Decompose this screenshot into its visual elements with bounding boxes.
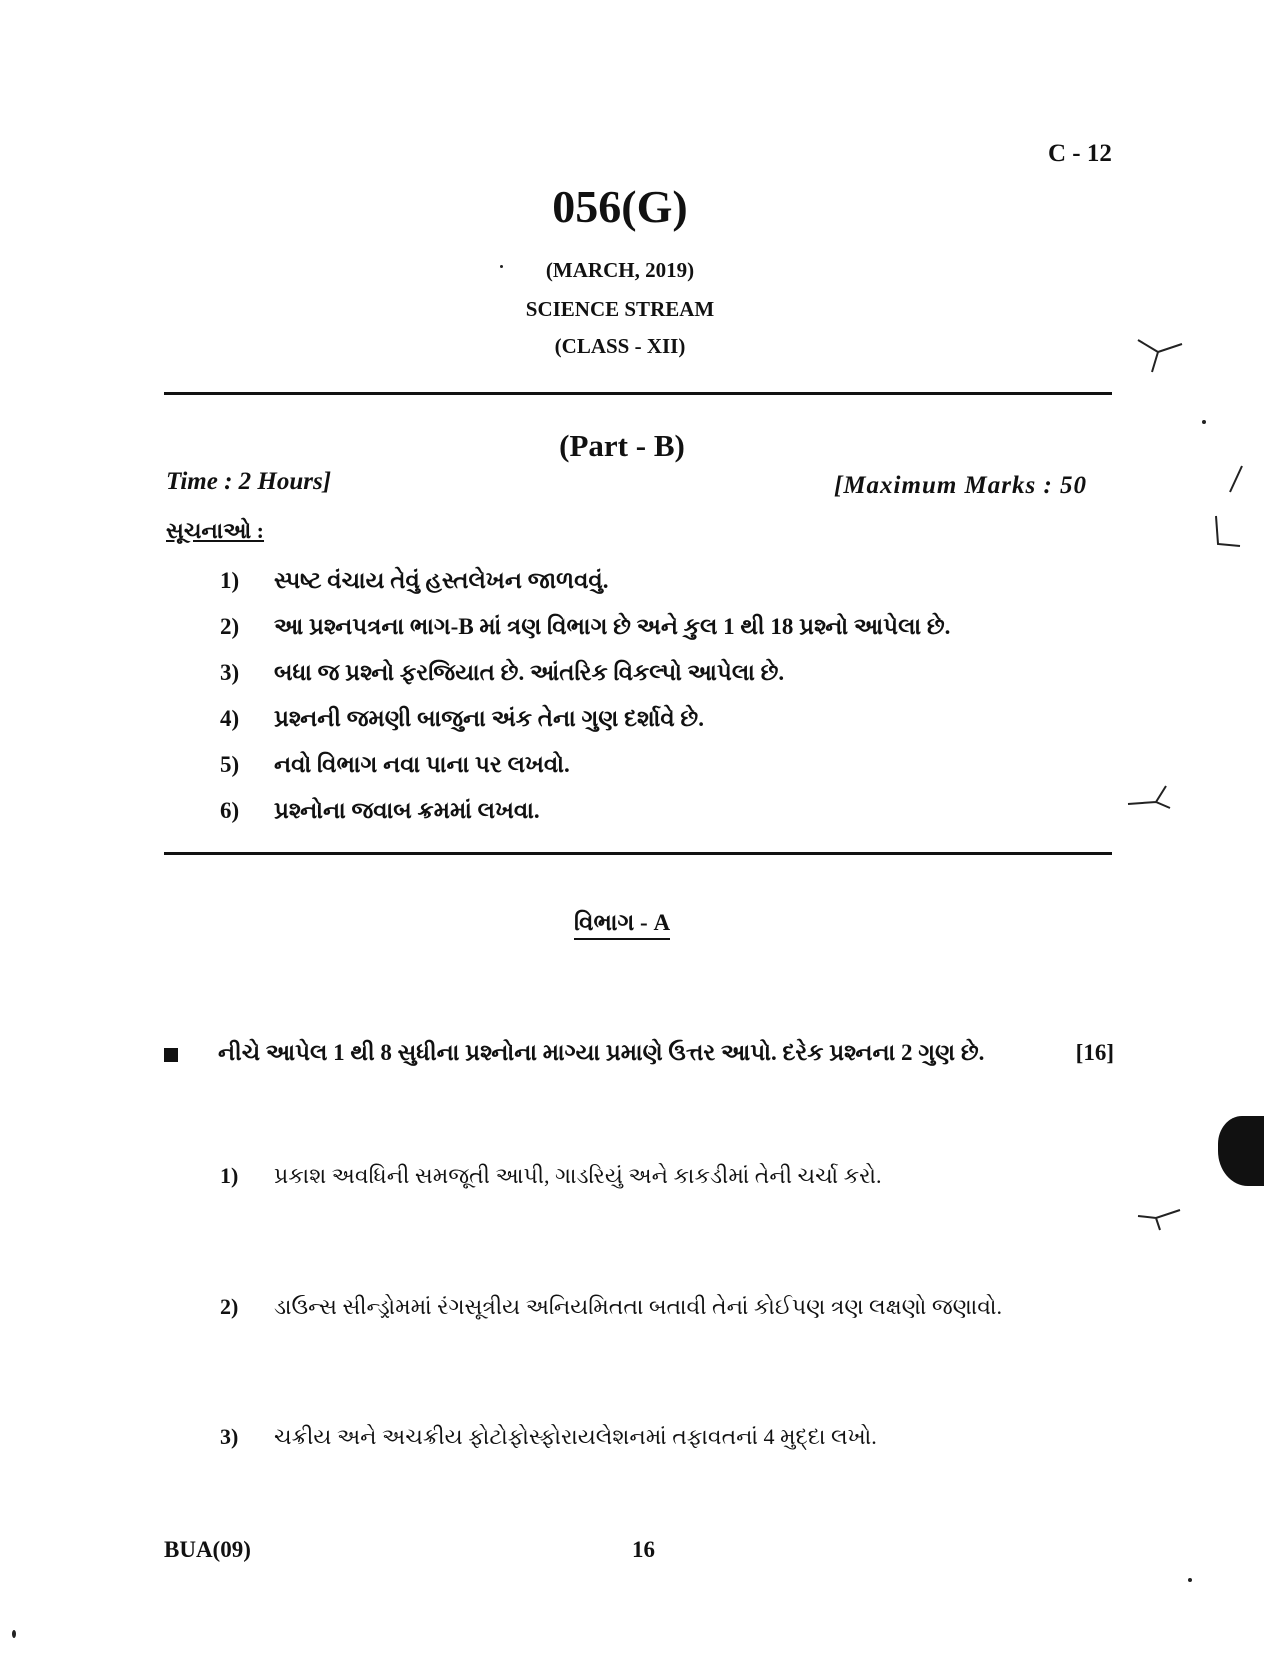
footer-code: BUA(09) [164,1537,251,1562]
class-label: (CLASS - XII) [554,334,686,358]
bullet-marker [164,1048,178,1062]
instructions-title: સૂચનાઓ : [166,518,265,543]
instruction-item: 2) આ પ્રશ્નપત્રના ભાગ-B માં ત્રણ વિભાગ છે અને કુલ 1 થી 18 પ્રશ્નો આપેલા છે. [220,614,951,639]
divider-top [164,392,1112,395]
question-item: 3) ચક્રીય અને અચક્રીય ફોટોફોસ્ફોરાયલેશનમાં તફાવતનાં 4 મુદ્દા લખો. [220,1424,877,1449]
section-marks: [16] [1075,1040,1114,1065]
max-marks-label: [Maximum Marks : 50 [834,472,1088,499]
scan-mark-icon [1212,462,1252,552]
subject-code: 056(G) [552,181,688,232]
scan-speck-icon [500,265,503,268]
instruction-item: 5) નવો વિભાગ નવા પાના પર લખવો. [220,752,570,777]
instruction-item: 1) સ્પષ્ટ વંચાય તેવું હસ્તલેખન જાળવવું. [220,568,609,593]
scan-mark-icon [1136,336,1186,376]
paper-code: C - 12 [1048,140,1112,167]
time-label: Time : 2 Hours] [166,468,332,495]
scan-mark-icon [1126,784,1176,814]
question-item: 2) ડાઉન્સ સીન્ડ્રોમમાં રંગસૂત્રીય અનિયમિતતા બતાવી તેનાં કોઈપણ ત્રણ લક્ષણો જણાવો. [220,1294,1002,1319]
exam-date: (MARCH, 2019) [545,258,695,282]
instruction-item: 3) બધા જ પ્રશ્નો ફરજિયાત છે. આંતરિક વિકલ્પો આપેલા છે. [220,660,785,685]
instruction-item: 4) પ્રશ્નની જમણી બાજુના અંક તેના ગુણ દર્શાવે છે. [220,706,704,731]
section-instruction-row: નીચે આપેલ 1 થી 8 સુધીના પ્રશ્નોના માગ્યા પ્રમાણે ઉત્તર આપો. દરેક પ્રશ્નના 2 ગુણ છે. [16] [164,1040,1114,1066]
stream-label: SCIENCE STREAM [525,297,715,321]
page-number: 16 [632,1537,655,1562]
part-label: (Part - B) [559,428,685,463]
instruction-item: 6) પ્રશ્નોના જવાબ ક્રમમાં લખવા. [220,798,540,823]
scan-blot-icon [1218,1116,1264,1186]
question-item: 1) પ્રકાશ અવધિની સમજૂતી આપી, ગાડરિયું અને કાકડીમાં તેની ચર્ચા કરો. [220,1163,882,1188]
section-title: વિભાગ - A [0,910,1254,936]
scan-speck-icon [12,1630,16,1638]
scan-speck-icon [1188,1578,1192,1582]
divider-bottom [164,852,1112,855]
scan-speck-icon [1202,420,1206,424]
scan-mark-icon [1136,1202,1186,1232]
